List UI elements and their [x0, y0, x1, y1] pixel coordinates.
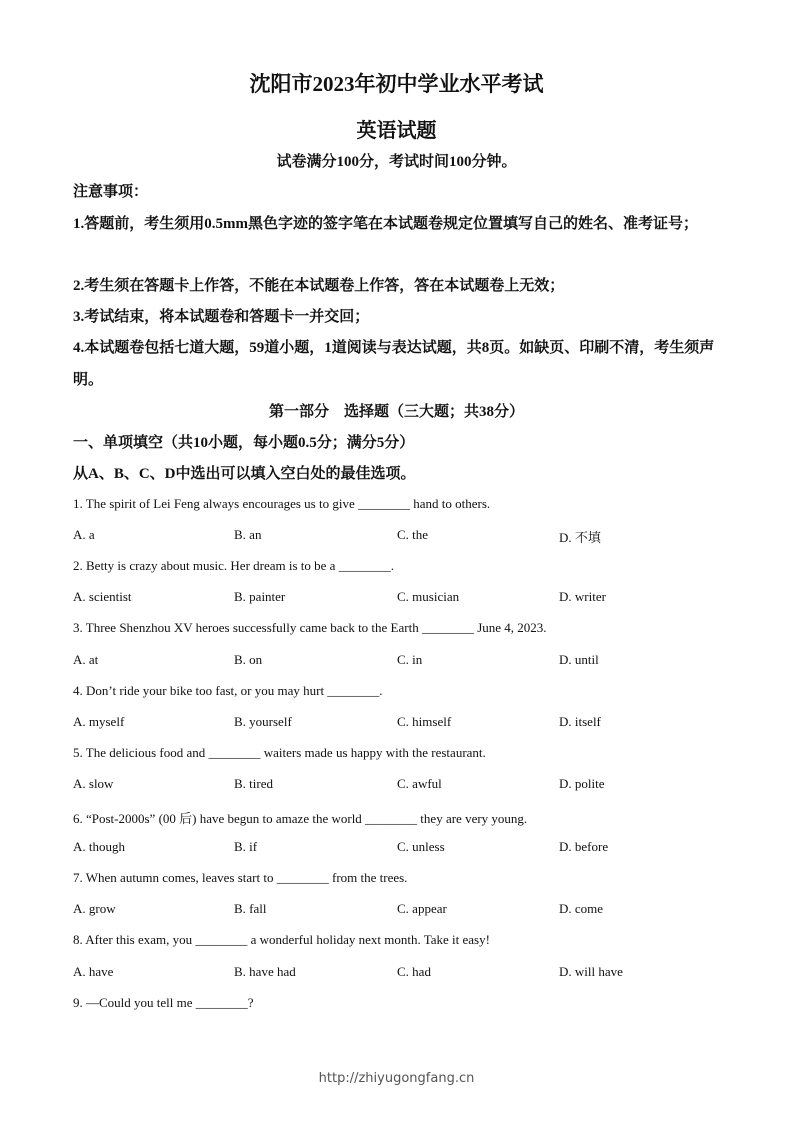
notes-heading: 注意事项：	[73, 184, 149, 200]
question-8-options	[0, 964, 793, 982]
option-a: A. a	[73, 527, 95, 542]
question-5-options	[0, 776, 793, 794]
option-d: D. polite	[559, 776, 605, 791]
option-d: D. will have	[559, 964, 623, 979]
note-item-2: 2.考生须在答题卡上作答，不能在本试题卷上作答，答在本试题卷上无效；	[73, 278, 565, 294]
option-c: C. awful	[397, 776, 442, 791]
option-a: A. slow	[73, 776, 114, 791]
note-item-1: 1.答题前，考生须用0.5mm黑色字迹的签字笔在本试题卷规定位置填写自己的姓名、准考证号；	[73, 216, 698, 232]
note-item-4: 4.本试题卷包括七道大题，59道小题，1道阅读与表达试题，共8页。如缺页、印刷不清，考生须声明。	[73, 340, 715, 388]
option-d: D. before	[559, 839, 609, 854]
option-d: D. until	[559, 652, 599, 667]
question-3: 3. Three Shenzhou XV heroes successfully came back to the Earth ________ June 4, 2023.	[73, 620, 547, 635]
footer-url: http://zhiyugongfang.cn	[318, 1071, 475, 1086]
question-6-options	[0, 839, 793, 857]
option-a: A. grow	[73, 901, 116, 916]
option-b: B. fall	[234, 901, 267, 916]
option-c: C. appear	[397, 901, 447, 916]
option-c: C. in	[397, 652, 423, 667]
question-3-options	[0, 652, 793, 670]
question-6: 6. “Post-2000s” (00 后) have begun to amaze the world ________ they are very young.	[73, 811, 528, 826]
option-a: A. at	[73, 652, 99, 667]
section-heading: 一、单项填空（共10小题，每小题0.5分；满分5分）	[73, 435, 415, 451]
option-b: B. an	[234, 527, 262, 542]
option-a: A. though	[73, 839, 125, 854]
exam-subject: 英语试题	[356, 120, 437, 142]
question-7-options	[0, 901, 793, 919]
question-1-options	[0, 527, 793, 545]
option-a: A. myself	[73, 714, 125, 729]
option-c: C. musician	[397, 589, 460, 604]
part-heading: 第一部分 选择题（三大题；共38分）	[268, 404, 524, 420]
section-instruction: 从A、B、C、D中选出可以填入空白处的最佳选项。	[73, 466, 416, 482]
option-d: D. 不填	[559, 530, 601, 545]
question-2: 2. Betty is crazy about music. Her dream is to be a ________.	[73, 558, 394, 573]
note-item-3: 3.考试结束，将本试题卷和答题卡一并交回；	[73, 309, 370, 325]
option-b: B. have had	[234, 964, 296, 979]
option-d: D. writer	[559, 589, 606, 604]
question-9: 9. —Could you tell me ________?	[73, 995, 254, 1010]
option-b: B. yourself	[234, 714, 292, 729]
option-a: A. scientist	[73, 589, 132, 604]
exam-title: 沈阳市2023年初中学业水平考试	[249, 72, 544, 96]
question-7: 7. When autumn comes, leaves start to ________ from the trees.	[73, 870, 408, 885]
question-2-options	[0, 589, 793, 607]
option-d: D. come	[559, 901, 604, 916]
option-c: C. had	[397, 964, 431, 979]
exam-info: 试卷满分100分，考试时间100分钟。	[276, 154, 517, 170]
option-c: C. himself	[397, 714, 452, 729]
question-5: 5. The delicious food and ________ waiters made us happy with the restaurant.	[73, 745, 486, 760]
option-d: D. itself	[559, 714, 601, 729]
option-c: C. the	[397, 527, 429, 542]
option-b: B. on	[234, 652, 263, 667]
question-8: 8. After this exam, you ________ a wonderful holiday next month. Take it easy!	[73, 932, 490, 947]
option-c: C. unless	[397, 839, 445, 854]
question-1: 1. The spirit of Lei Feng always encourages us to give ________ hand to others.	[73, 496, 491, 511]
option-b: B. if	[234, 839, 258, 854]
option-b: B. tired	[234, 776, 273, 791]
option-a: A. have	[73, 964, 114, 979]
question-4: 4. Don’t ride your bike too fast, or you may hurt ________.	[73, 683, 383, 698]
option-b: B. painter	[234, 589, 286, 604]
question-4-options	[0, 714, 793, 732]
